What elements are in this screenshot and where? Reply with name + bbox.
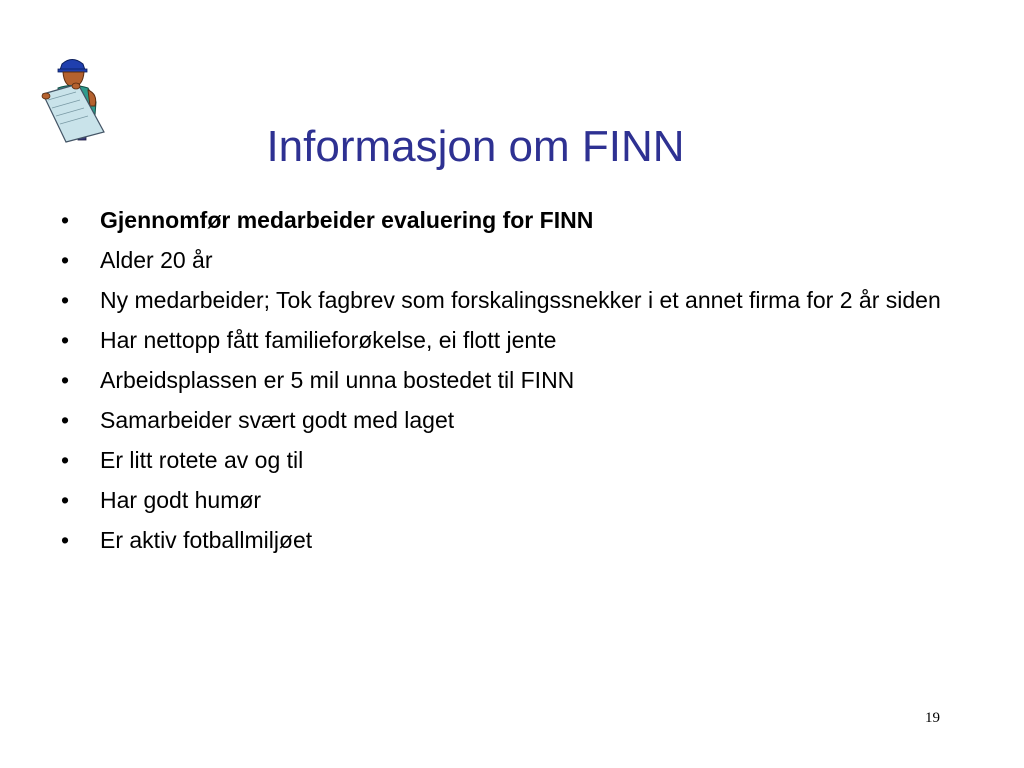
bullet-text: Ny medarbeider; Tok fagbrev som forskalingssnekker i et annet firma for 2 år siden xyxy=(100,287,941,313)
bullet-item xyxy=(61,524,941,556)
slide-title: Informasjon om FINN xyxy=(266,122,685,171)
bullet-text: Samarbeider svært godt med laget xyxy=(100,407,455,433)
bullet-item xyxy=(61,364,941,396)
bullet-item xyxy=(61,244,941,276)
bullet-text: Gjennomfør medarbeider evaluering for FINN xyxy=(100,207,594,233)
bullet-icon: • xyxy=(61,287,70,313)
bullet-icon: • xyxy=(61,207,70,233)
bullet-text: Alder 20 år xyxy=(100,247,213,273)
bullet-icon: • xyxy=(61,407,70,433)
bullet-icon: • xyxy=(61,447,70,473)
bullet-text: Er litt rotete av og til xyxy=(100,447,304,473)
bullet-item xyxy=(61,444,941,476)
bullet-icon: • xyxy=(61,327,70,353)
bullet-text: Har godt humør xyxy=(100,487,262,513)
bullet-text: Er aktiv fotballmiljøet xyxy=(100,527,313,553)
bullet-list xyxy=(61,204,941,564)
bullet-item xyxy=(61,204,941,236)
bullet-item xyxy=(61,284,941,316)
bullet-icon: • xyxy=(61,367,70,393)
bullet-text: Arbeidsplassen er 5 mil unna bostedet til FINN xyxy=(100,367,575,393)
bullet-text: Har nettopp fått familieforøkelse, ei flott jente xyxy=(100,327,557,353)
bullet-icon: • xyxy=(61,247,70,273)
bullet-item xyxy=(61,324,941,356)
bullet-item xyxy=(61,484,941,516)
bullet-icon: • xyxy=(61,487,70,513)
bullet-icon: • xyxy=(61,527,70,553)
bullet-item xyxy=(61,404,941,436)
page-number: 19 xyxy=(925,710,940,726)
